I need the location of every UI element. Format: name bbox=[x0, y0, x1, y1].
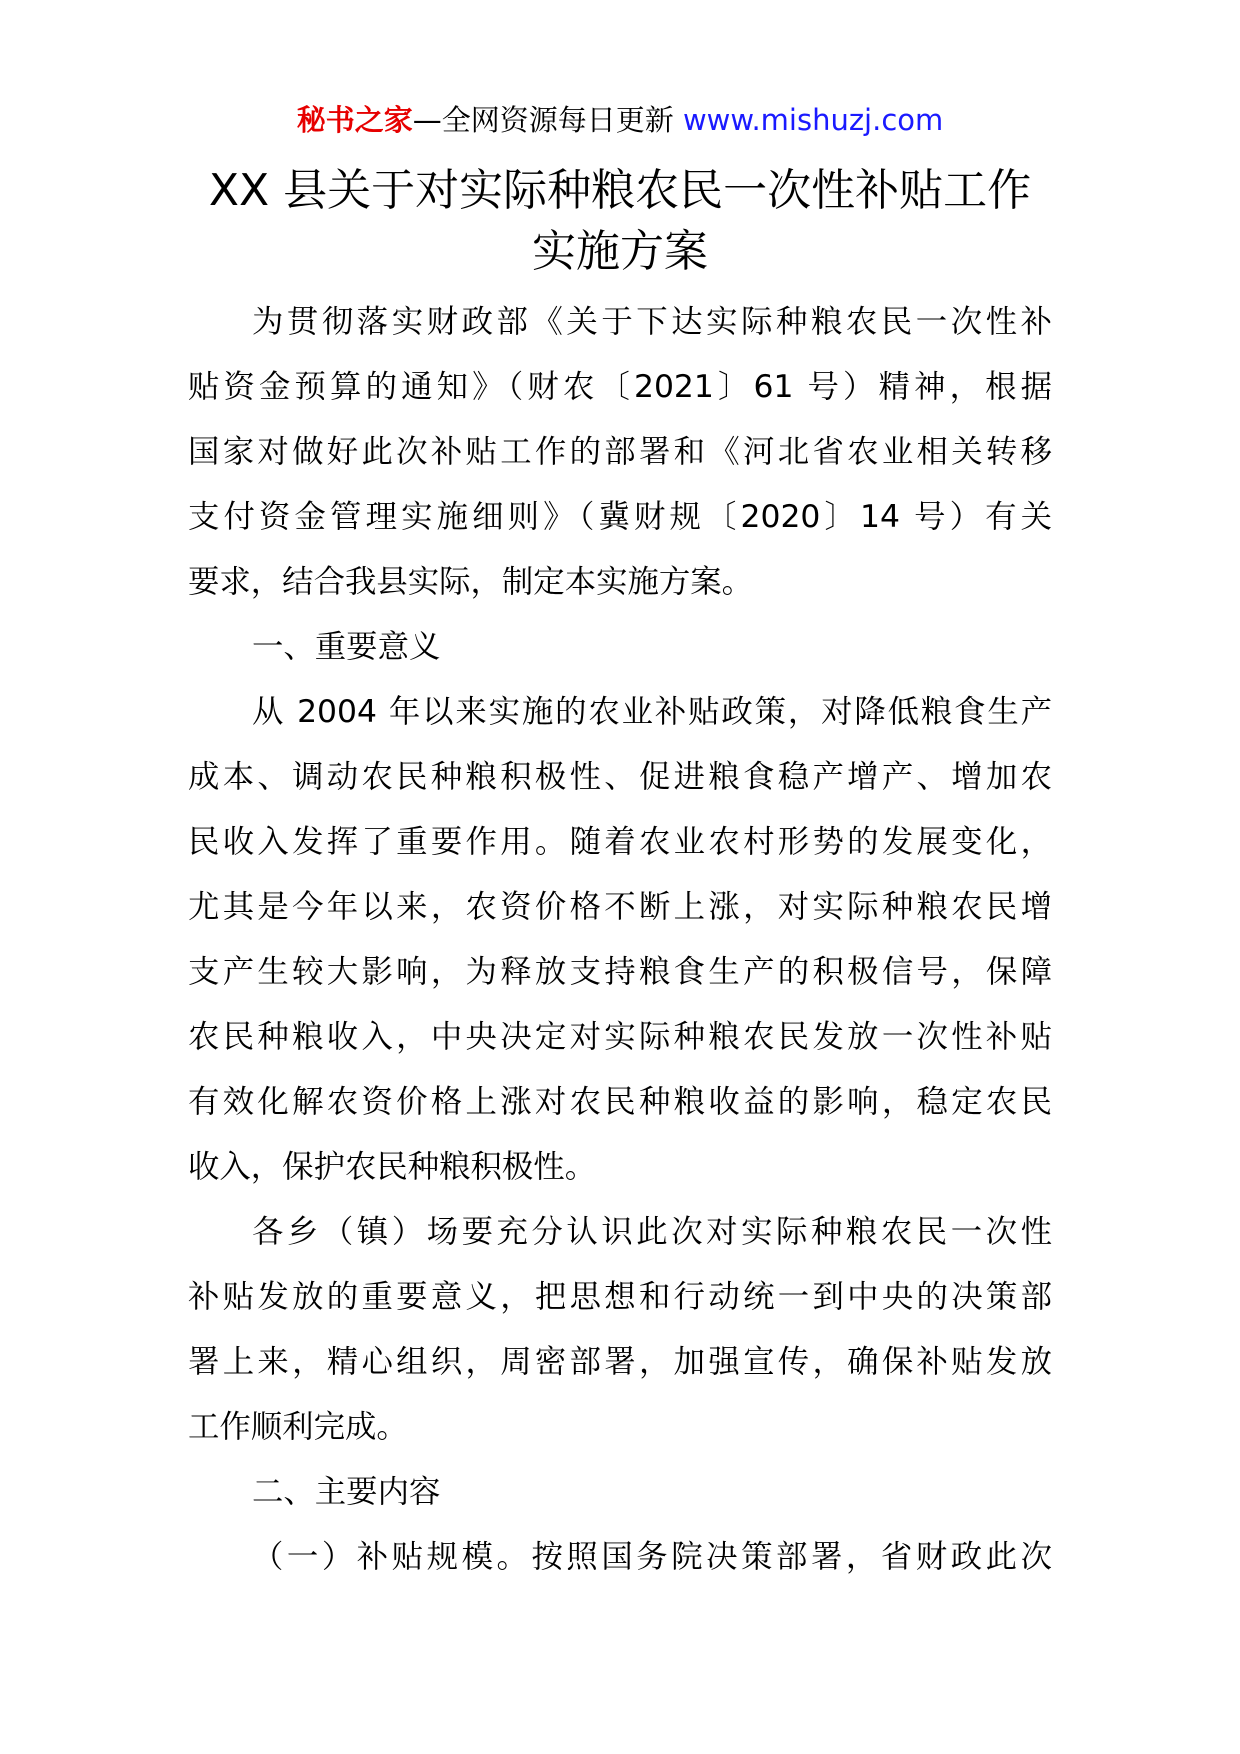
site-header bbox=[0, 100, 1240, 140]
text-line: 从 2004 年以来实施的农业补贴政策，对降低粮食生产 bbox=[252, 694, 1052, 730]
paragraph-intro bbox=[188, 290, 1052, 615]
text-line: 支产生较大影响，为释放支持粮食生产的积极信号，保障 bbox=[188, 954, 1052, 990]
text-line: 各乡（镇）场要充分认识此次对实际种粮农民一次性 bbox=[252, 1214, 1052, 1250]
text-line: 要求，结合我县实际，制定本实施方案。 bbox=[188, 564, 754, 600]
document-body bbox=[188, 290, 1052, 1590]
text-line: 尤其是今年以来，农资价格不断上涨，对实际种粮农民增 bbox=[188, 889, 1052, 925]
paragraph-subsidy-scale bbox=[188, 1525, 1052, 1590]
text-line: 为贯彻落实财政部《关于下达实际种粮农民一次性补 bbox=[252, 304, 1052, 340]
site-brand: 秘书之家 bbox=[296, 103, 413, 137]
site-tagline: —全网资源每日更新 bbox=[412, 103, 674, 137]
text-line: 成本、调动农民种粮积极性、促进粮食稳产增产、增加农 bbox=[188, 759, 1052, 795]
document-title-line: 实施方案 bbox=[532, 226, 708, 277]
text-line: 农民种粮收入，中央决定对实际种粮农民发放一次性补贴 bbox=[188, 1019, 1052, 1055]
site-url-link[interactable]: www.mishuzj.com bbox=[682, 103, 944, 137]
text-line: 署上来，精心组织，周密部署，加强宣传，确保补贴发放 bbox=[188, 1344, 1052, 1380]
text-line: 有效化解农资价格上涨对农民种粮收益的影响，稳定农民 bbox=[188, 1084, 1052, 1120]
text-line: （一）补贴规模。按照国务院决策部署，省财政此次 bbox=[252, 1539, 1052, 1575]
text-line: 支付资金管理实施细则》（冀财规〔2020〕14 号）有关 bbox=[188, 499, 1052, 535]
text-line: 收入，保护农民种粮积极性。 bbox=[188, 1149, 597, 1185]
text-line: 补贴发放的重要意义，把思想和行动统一到中央的决策部 bbox=[188, 1279, 1052, 1315]
section-heading: 二、主要内容 bbox=[252, 1474, 441, 1510]
text-line: 民收入发挥了重要作用。随着农业农村形势的发展变化， bbox=[188, 824, 1052, 860]
section-heading: 一、重要意义 bbox=[252, 629, 441, 665]
text-line: 贴资金预算的通知》（财农〔2021〕61 号）精神，根据 bbox=[188, 369, 1052, 405]
paragraph-significance bbox=[188, 680, 1052, 1200]
document-title bbox=[150, 160, 1090, 282]
paragraph-awareness bbox=[188, 1200, 1052, 1460]
text-line: 国家对做好此次补贴工作的部署和《河北省农业相关转移 bbox=[188, 434, 1052, 470]
document-title-line: XX 县关于对实际种粮农民一次性补贴工作 bbox=[208, 165, 1032, 216]
text-line: 工作顺利完成。 bbox=[188, 1409, 408, 1445]
